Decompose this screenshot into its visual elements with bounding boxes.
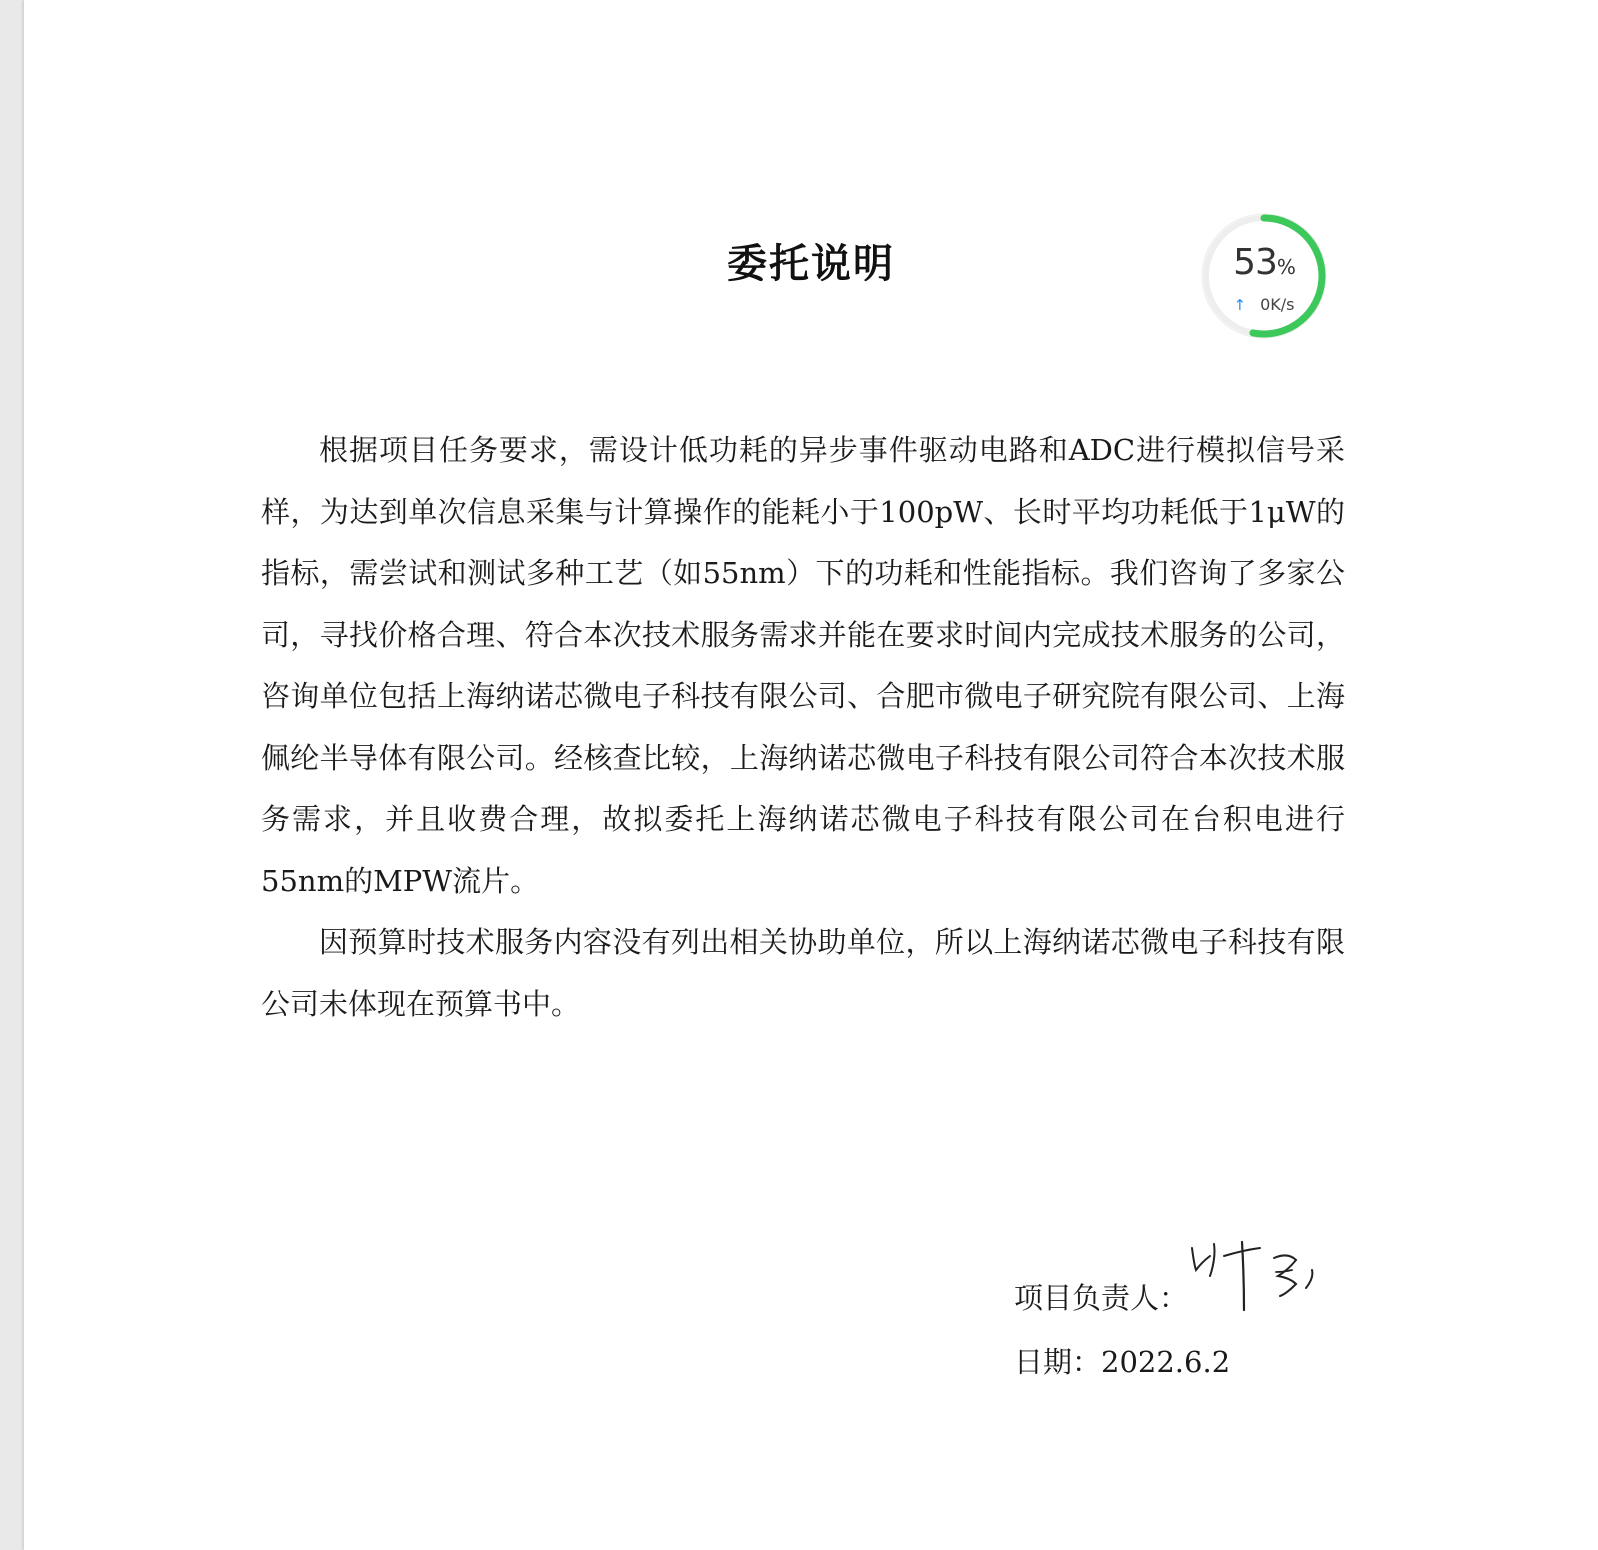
signer-label: 项目负责人：	[1014, 1281, 1189, 1315]
handwritten-signature-icon	[1184, 1236, 1324, 1316]
upload-speed	[1200, 295, 1328, 314]
paragraph-1: 根据项目任务要求，需设计低功耗的异步事件驱动电路和ADC进行模拟信号采样，为达到单次信息采集与计算操作的能耗小于100pW、长时平均功耗低于1μW的指标，需尝试和测试多种工艺（如55nm）下的功耗和性能指标。我们咨询了多家公司，寻找价格合理、符合本次技术服务需求并能在要求时间内完成技术服务的公司，咨询单位包括上海纳诺芯微电子科技有限公司、合肥市微电子研究院有限公司、上海佩纶半导体有限公司。经核查比较，上海纳诺芯微电子科技有限公司符合本次技术服务需求，并且收费合理，故拟委托上海纳诺芯微电子科技有限公司在台积电进行55nm的MPW流片。	[261, 433, 1345, 898]
document-page	[24, 0, 1598, 1550]
progress-percent-unit: %	[1276, 255, 1295, 279]
progress-percent-value: 53	[1233, 242, 1277, 283]
date-label: 日期：2022.6.2	[1014, 1345, 1231, 1379]
progress-percent	[1200, 242, 1328, 283]
paragraph-2: 因预算时技术服务内容没有列出相关协助单位，所以上海纳诺芯微电子科技有限公司未体现在预算书中。	[261, 925, 1345, 1021]
upload-arrow-icon: ↑	[1233, 296, 1247, 314]
page-title: 委托说明	[727, 241, 895, 287]
upload-speed-value: 0K/s	[1260, 295, 1295, 314]
document-body	[261, 420, 1345, 1035]
progress-widget[interactable]	[1200, 212, 1328, 340]
